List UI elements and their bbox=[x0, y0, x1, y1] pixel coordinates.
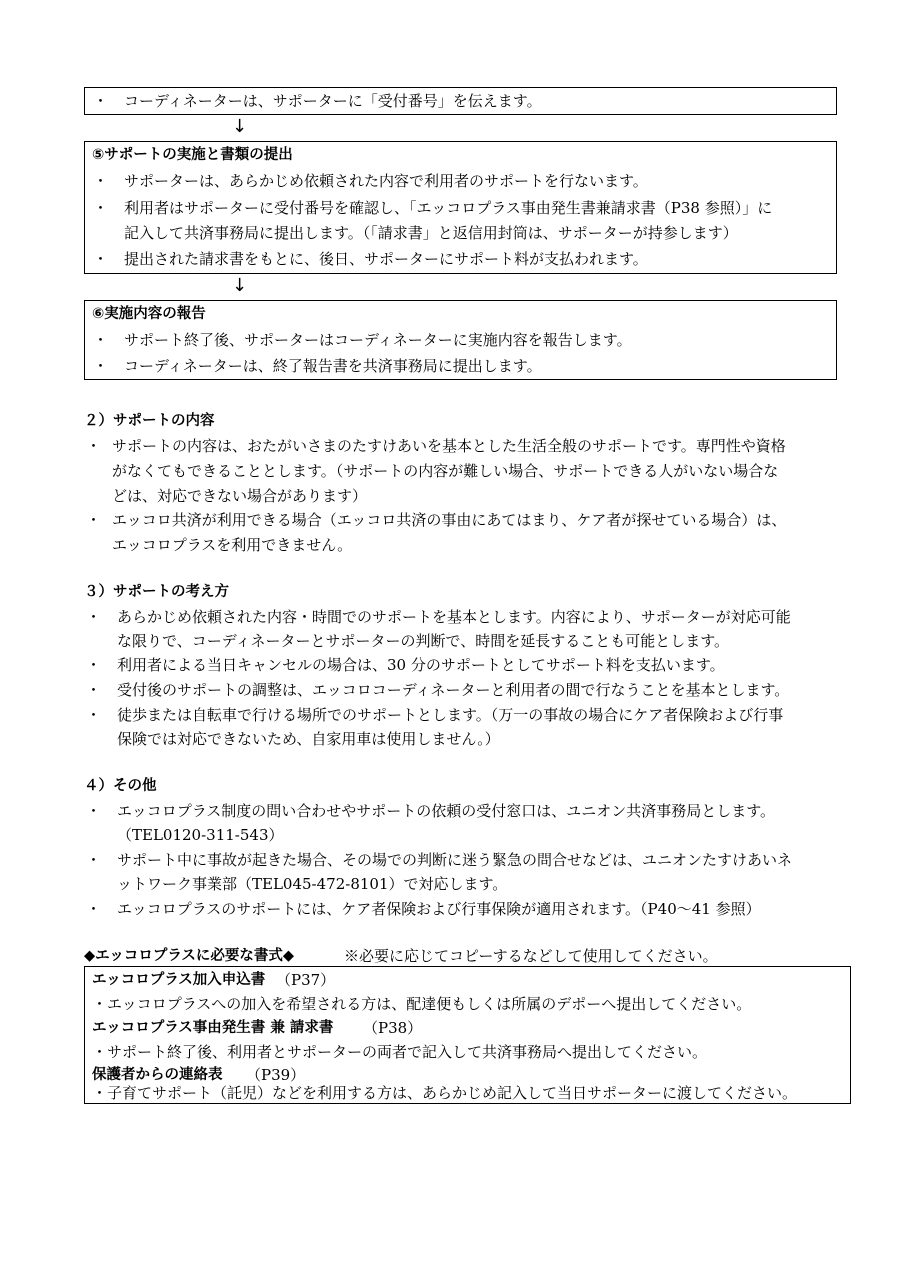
down-arrow-icon: ↓ bbox=[232, 116, 248, 137]
step6-item2: コーディネーターは、終了報告書を共済事務局に提出します。 bbox=[124, 357, 542, 375]
step5-title: ⑤サポートの実施と書類の提出 bbox=[92, 147, 293, 163]
form3-page: （P39） bbox=[246, 1066, 306, 1084]
bullet: ・ bbox=[86, 608, 102, 626]
step5-item3: 提出された請求書をもとに、後日、サポーターにサポート料が支払われます。 bbox=[124, 250, 648, 268]
section3-bullet3: 受付後のサポートの調整は、エッコロコーディネーターと利用者の間で行なうことを基本とします。 bbox=[117, 681, 790, 699]
step5-item2-line1: 利用者はサポーターに受付番号を確認し、「エッコロプラス事由発生書兼請求書（P38 参照）」に bbox=[124, 199, 773, 217]
bullet: ・ bbox=[86, 681, 102, 699]
form2-page: （P38） bbox=[363, 1019, 423, 1037]
bullet: ・ bbox=[93, 199, 109, 217]
form1-title: エッコロプラス加入申込書 bbox=[92, 972, 266, 988]
down-arrow-icon: ↓ bbox=[232, 275, 248, 296]
section3-bullet2: 利用者による当日キャンセルの場合は、30 分のサポートとしてサポート料を支払います。 bbox=[117, 656, 725, 674]
step6-title: ⑥実施内容の報告 bbox=[92, 306, 206, 322]
bullet: ・ bbox=[86, 900, 102, 918]
forms-heading: ◆エッコロプラスに必要な書式◆ bbox=[84, 948, 295, 964]
section3-bullet1-line2: な限りで、コーディネーターとサポーターの判断で、時間を延長することも可能とします。 bbox=[117, 632, 730, 650]
bullet: ・ bbox=[86, 802, 102, 820]
bullet: ・ bbox=[93, 357, 109, 375]
bullet: ・ bbox=[86, 511, 102, 529]
step5-item1: サポーターは、あらかじめ依頼された内容で利用者のサポートを行ないます。 bbox=[124, 172, 648, 190]
form3-title: 保護者からの連絡表 bbox=[92, 1067, 223, 1083]
bullet: ・ bbox=[86, 437, 102, 455]
step4-text: コーディネーターは、サポーターに「受付番号」を伝えます。 bbox=[124, 92, 542, 110]
section4-bullet1-line1: エッコロプラス制度の問い合わせやサポートの依頼の受付窓口は、ユニオン共済事務局とします。 bbox=[117, 802, 776, 820]
section2-heading: ２）サポートの内容 bbox=[84, 413, 215, 429]
section3-bullet4-line2: 保険では対応できないため、自家用車は使用しません。） bbox=[117, 730, 500, 748]
section4-bullet1-line2: （TEL0120-311-543） bbox=[117, 826, 284, 844]
step6-item1: サポート終了後、サポーターはコーディネーターに実施内容を報告します。 bbox=[124, 331, 632, 349]
section4-heading: ４）その他 bbox=[84, 778, 157, 794]
form1-page: （P37） bbox=[276, 971, 336, 989]
bullet: ・ bbox=[93, 172, 109, 190]
form3-description: ・子育てサポート（託児）などを利用する方は、あらかじめ記入して当日サポーターに渡してください。 bbox=[92, 1084, 798, 1102]
section3-bullet4-line1: 徒歩または自転車で行ける場所でのサポートとします。（万一の事故の場合にケア者保険および行事 bbox=[117, 706, 784, 724]
bullet: ・ bbox=[93, 92, 109, 110]
bullet: ・ bbox=[93, 250, 109, 268]
form1-description: ・エッコロプラスへの加入を希望される方は、配達便もしくは所属のデポーへ提出してください。 bbox=[92, 995, 752, 1013]
section3-heading: ３）サポートの考え方 bbox=[84, 584, 229, 600]
section2-bullet1-line2: がなくてもできることとします。（サポートの内容が難しい場合、サポートできる人がいない場合な bbox=[112, 462, 779, 480]
forms-note: ※必要に応じてコピーするなどして使用してください。 bbox=[344, 947, 718, 965]
section2-bullet2-line1: エッコロ共済が利用できる場合（エッコロ共済の事由にあてはまり、ケア者が探せている場合）は、 bbox=[112, 511, 787, 529]
form2-description: ・サポート終了後、利用者とサポーターの両者で記入して共済事務局へ提出してください。 bbox=[92, 1043, 708, 1061]
bullet: ・ bbox=[86, 706, 102, 724]
section4-bullet3: エッコロプラスのサポートには、ケア者保険および行事保険が適用されます。（P40～41 参照） bbox=[117, 900, 761, 918]
section2-bullet1-line1: サポートの内容は、おたがいさまのたすけあいを基本とした生活全般のサポートです。専門性や資格 bbox=[112, 437, 786, 455]
bullet: ・ bbox=[86, 656, 102, 674]
form2-title: エッコロプラス事由発生書 兼 請求書 bbox=[92, 1020, 334, 1036]
bullet: ・ bbox=[93, 331, 109, 349]
bullet: ・ bbox=[86, 851, 102, 869]
section4-bullet2-line2: ットワーク事業部（TEL045-472-8101）で対応します。 bbox=[117, 875, 508, 893]
section2-bullet2-line2: エッコロプラスを利用できません。 bbox=[112, 536, 353, 554]
step5-item2-line2: 記入して共済事務局に提出します。（「請求書」と返信用封筒は、サポーターが持参します） bbox=[124, 224, 738, 242]
section2-bullet1-line3: どは、対応できない場合があります） bbox=[112, 487, 368, 505]
section4-bullet2-line1: サポート中に事故が起きた場合、その場での判断に迷う緊急の問合せなどは、ユニオンたすけあいネ bbox=[117, 851, 793, 869]
section3-bullet1-line1: あらかじめ依頼された内容・時間でのサポートを基本とします。内容により、サポーターが対応可能 bbox=[117, 608, 791, 626]
